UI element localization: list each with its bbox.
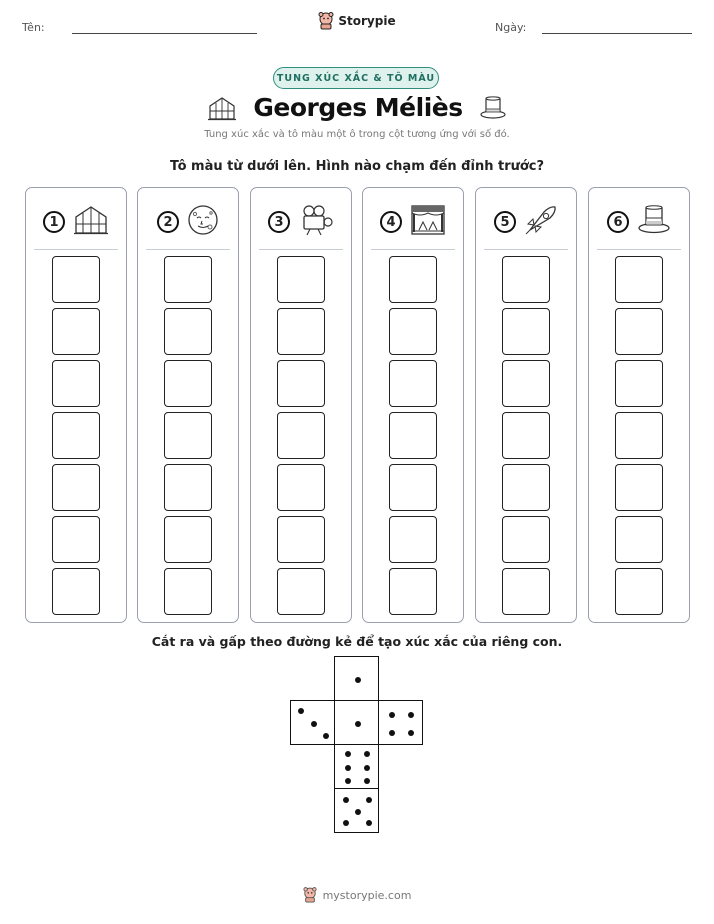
dice-face-6 (334, 744, 379, 789)
column-divider (146, 249, 230, 250)
color-box[interactable] (615, 568, 663, 615)
storypie-mascot-icon (303, 887, 317, 903)
activity-tag-label: TUNG XÚC XẮC & TÔ MÀU (276, 72, 436, 84)
color-box[interactable] (389, 412, 437, 459)
dice-pip (389, 730, 395, 736)
dice-pip (364, 778, 370, 784)
color-box[interactable] (277, 360, 325, 407)
column-divider (597, 249, 681, 250)
subtitle: Tung xúc xắc và tô màu một ô trong cột tương ứng với số đó. (204, 129, 510, 140)
dice-pip (364, 751, 370, 757)
dice-face-1 (334, 656, 379, 701)
color-box[interactable] (389, 516, 437, 563)
dice-pip (311, 721, 317, 727)
color-box[interactable] (52, 464, 100, 511)
column-header (251, 202, 351, 242)
dice-pip (408, 712, 414, 718)
color-box[interactable] (164, 256, 212, 303)
color-box[interactable] (277, 412, 325, 459)
column-number: 6 (607, 211, 629, 233)
column-header (138, 202, 238, 242)
dice-pip (343, 797, 349, 803)
color-box[interactable] (164, 516, 212, 563)
color-box[interactable] (164, 412, 212, 459)
column-header (476, 202, 576, 242)
color-box[interactable] (52, 516, 100, 563)
greenhouse-icon (207, 95, 237, 121)
dice-face-3 (290, 700, 335, 745)
color-box[interactable] (277, 256, 325, 303)
dice-pip (389, 712, 395, 718)
date-label: Ngày: (495, 21, 527, 34)
color-box[interactable] (389, 360, 437, 407)
color-box[interactable] (164, 308, 212, 355)
dice-face-4 (378, 700, 423, 745)
dice-pip (355, 809, 361, 815)
storypie-mascot-icon (318, 12, 334, 30)
dice-pip (364, 765, 370, 771)
color-box[interactable] (389, 568, 437, 615)
column-4 (362, 187, 464, 623)
title-row (0, 93, 714, 122)
column-5 (475, 187, 577, 623)
cut-instruction: Cắt ra và gấp theo đường kẻ để tạo xúc xắc của riêng con. (151, 634, 563, 649)
column-divider (371, 249, 455, 250)
brand-logo (0, 12, 714, 30)
color-box[interactable] (164, 464, 212, 511)
color-box[interactable] (502, 360, 550, 407)
page-title: Georges Méliès (253, 93, 463, 122)
dice-pip (355, 721, 361, 727)
name-label: Tên: (22, 21, 45, 34)
dice-pip (345, 765, 351, 771)
dice-pip (408, 730, 414, 736)
rocket-icon (524, 204, 558, 240)
column-divider (484, 249, 568, 250)
film-camera-icon (298, 204, 334, 240)
color-box[interactable] (502, 308, 550, 355)
color-box[interactable] (277, 308, 325, 355)
color-box[interactable] (389, 464, 437, 511)
color-box[interactable] (615, 256, 663, 303)
dice-pip (343, 820, 349, 826)
color-box[interactable] (389, 256, 437, 303)
top-hat-icon (479, 95, 507, 121)
color-instruction: Tô màu từ dưới lên. Hình nào chạm đến đỉnh trước? (169, 159, 545, 174)
color-box[interactable] (52, 568, 100, 615)
color-box[interactable] (502, 256, 550, 303)
theater-stage-icon (410, 204, 446, 240)
column-number: 2 (157, 211, 179, 233)
column-header (26, 202, 126, 242)
footer-url: mystorypie.com (322, 888, 412, 902)
dice-pip (323, 733, 329, 739)
column-6 (588, 187, 690, 623)
brand-name: Storypie (338, 14, 396, 28)
column-number: 4 (380, 211, 402, 233)
dice-face-5 (334, 788, 379, 833)
column-number: 5 (494, 211, 516, 233)
color-box[interactable] (389, 308, 437, 355)
column-header (363, 202, 463, 242)
dice-pip (366, 820, 372, 826)
color-box[interactable] (615, 412, 663, 459)
greenhouse-icon (73, 204, 109, 240)
date-line[interactable] (542, 33, 692, 34)
color-box[interactable] (502, 464, 550, 511)
column-number: 1 (43, 211, 65, 233)
color-box[interactable] (277, 516, 325, 563)
color-box[interactable] (615, 516, 663, 563)
color-box[interactable] (615, 308, 663, 355)
dice-pip (345, 778, 351, 784)
column-divider (34, 249, 118, 250)
column-2 (137, 187, 239, 623)
color-box[interactable] (52, 412, 100, 459)
color-box[interactable] (164, 568, 212, 615)
color-box[interactable] (164, 360, 212, 407)
color-box[interactable] (502, 568, 550, 615)
color-box[interactable] (52, 308, 100, 355)
dice-face-1 (334, 700, 379, 745)
color-box[interactable] (277, 568, 325, 615)
moon-face-icon (187, 204, 219, 240)
dice-pip (345, 751, 351, 757)
top-hat-icon (637, 204, 671, 240)
color-box[interactable] (52, 256, 100, 303)
column-number: 3 (268, 211, 290, 233)
color-box[interactable] (502, 516, 550, 563)
color-box[interactable] (52, 360, 100, 407)
column-3 (250, 187, 352, 623)
name-line[interactable] (72, 33, 257, 34)
column-divider (259, 249, 343, 250)
activity-tag (273, 67, 439, 89)
footer (0, 887, 714, 903)
color-box[interactable] (615, 360, 663, 407)
column-header (589, 202, 689, 242)
dice-pip (366, 797, 372, 803)
color-box[interactable] (502, 412, 550, 459)
dice-pip (298, 708, 304, 714)
color-box[interactable] (615, 464, 663, 511)
dice-pip (355, 677, 361, 683)
color-box[interactable] (277, 464, 325, 511)
column-1 (25, 187, 127, 623)
